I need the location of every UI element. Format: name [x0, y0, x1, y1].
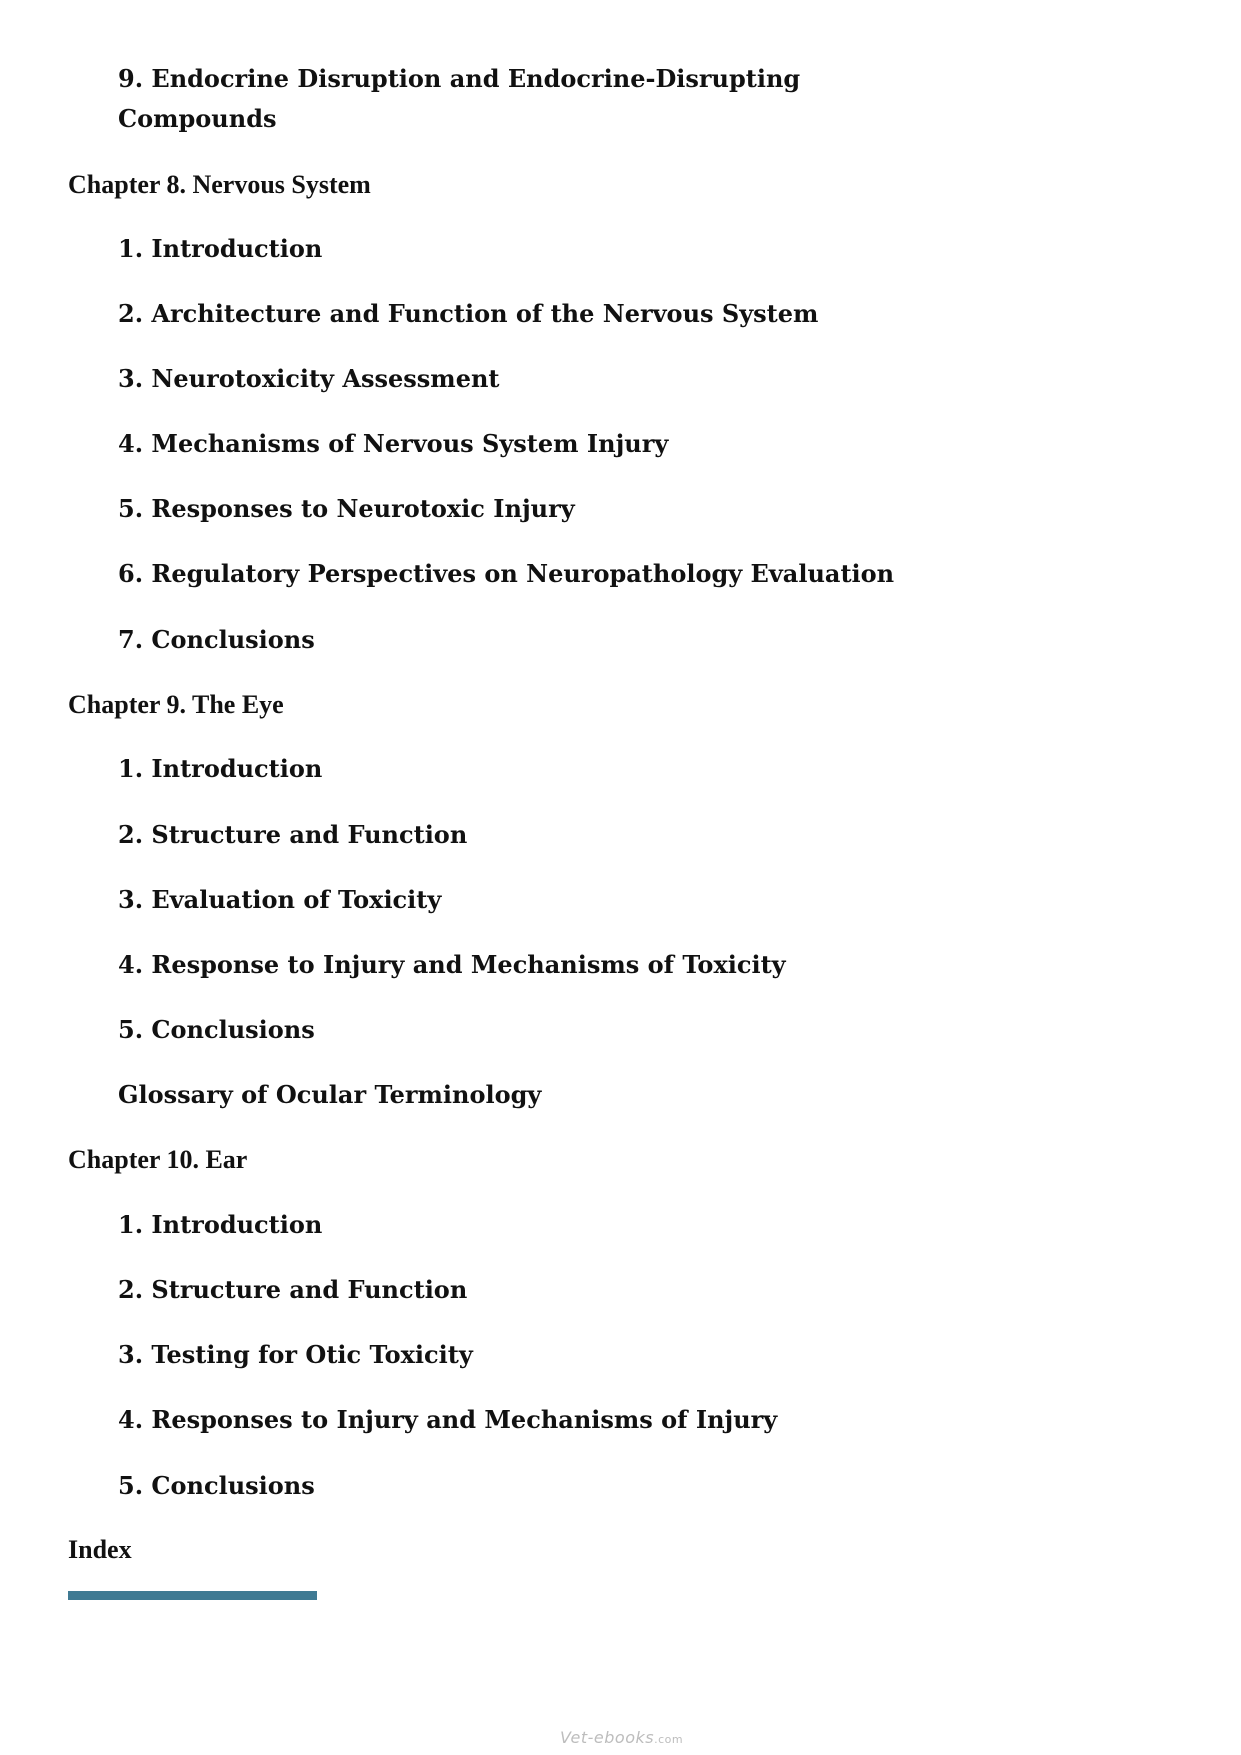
toc-link-ch9-glossary[interactable]: Glossary of Ocular Terminology: [118, 1080, 542, 1109]
toc-link-ch10-structure[interactable]: 2. Structure and Function: [118, 1275, 468, 1304]
toc-link-endocrine-disruption[interactable]: 9. Endocrine Disruption and Endocrine-Disrupting: [118, 64, 801, 93]
toc-link-ch8-introduction[interactable]: 1. Introduction: [118, 234, 323, 263]
toc-link-ch10-conclusions[interactable]: 5. Conclusions: [118, 1471, 315, 1500]
toc-chapter-8[interactable]: Chapter 8. Nervous System: [68, 170, 371, 199]
toc-link-ch9-response[interactable]: 4. Response to Injury and Mechanisms of Toxicity: [118, 950, 786, 979]
toc-link-ch9-structure[interactable]: 2. Structure and Function: [118, 820, 468, 849]
toc-link-ch8-conclusions[interactable]: 7. Conclusions: [118, 625, 315, 654]
toc-chapter-9[interactable]: Chapter 9. The Eye: [68, 690, 284, 719]
toc-link-ch8-mechanisms[interactable]: 4. Mechanisms of Nervous System Injury: [118, 429, 669, 458]
toc-link-endocrine-disruption-cont[interactable]: Compounds: [118, 104, 277, 133]
toc-chapter-10[interactable]: Chapter 10. Ear: [68, 1145, 248, 1174]
watermark-main: Vet-ebooks: [560, 1728, 655, 1747]
toc-link-ch9-introduction[interactable]: 1. Introduction: [118, 754, 323, 783]
toc-index[interactable]: Index: [68, 1535, 132, 1564]
section-divider-rule: [68, 1591, 317, 1600]
toc-link-ch8-neurotoxicity-assessment[interactable]: 3. Neurotoxicity Assessment: [118, 364, 500, 393]
watermark-suffix: .com: [654, 1733, 684, 1746]
toc-link-ch10-introduction[interactable]: 1. Introduction: [118, 1210, 323, 1239]
toc-link-ch9-conclusions[interactable]: 5. Conclusions: [118, 1015, 315, 1044]
toc-link-ch8-regulatory[interactable]: 6. Regulatory Perspectives on Neuropathology Evaluation: [118, 559, 895, 588]
toc-link-ch10-testing[interactable]: 3. Testing for Otic Toxicity: [118, 1340, 473, 1369]
toc-link-ch8-architecture[interactable]: 2. Architecture and Function of the Nervous System: [118, 299, 819, 328]
toc-link-ch8-responses[interactable]: 5. Responses to Neurotoxic Injury: [118, 494, 575, 523]
toc-link-ch10-responses[interactable]: 4. Responses to Injury and Mechanisms of Injury: [118, 1405, 778, 1434]
watermark: [560, 1728, 683, 1747]
toc-link-ch9-evaluation[interactable]: 3. Evaluation of Toxicity: [118, 885, 442, 914]
